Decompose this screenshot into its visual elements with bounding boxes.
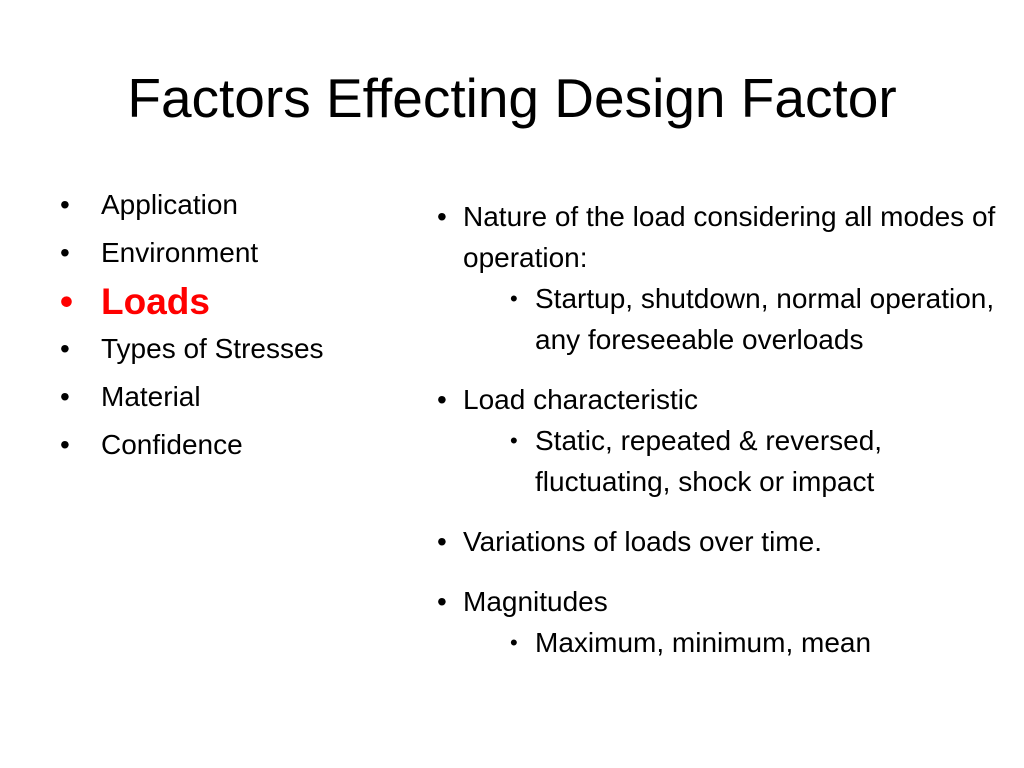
list-item-label: Application <box>101 189 238 220</box>
bullet-icon: • <box>60 189 70 220</box>
list-item-label: Environment <box>101 237 259 268</box>
sub-list-item-label: Static, repeated & reversed, fluctuating, shock or impact <box>535 425 883 497</box>
slide-title: Factors Effecting Design Factor <box>127 67 897 129</box>
list-item-highlighted <box>60 280 390 324</box>
list-item <box>60 236 390 270</box>
bullet-icon: • <box>60 381 70 412</box>
list-item <box>60 380 390 414</box>
list-item-label: Nature of the load considering all modes of operation: <box>463 201 996 273</box>
bullet-icon: • <box>437 384 447 415</box>
bullet-icon: • <box>60 281 73 322</box>
list-item <box>60 332 390 366</box>
list-item <box>437 581 997 663</box>
list-item-label: Confidence <box>101 429 243 460</box>
bullet-icon: • <box>60 333 70 364</box>
list-item <box>437 521 997 562</box>
bullet-icon: • <box>60 237 70 268</box>
list-item <box>60 428 390 462</box>
bullet-icon: • <box>510 286 518 311</box>
sub-list-item <box>510 278 997 360</box>
sub-list-item <box>510 622 997 663</box>
list-item <box>437 379 997 502</box>
sub-bullet-list <box>463 420 997 502</box>
sub-list-item-label: Startup, shutdown, normal operation, any foreseeable overloads <box>535 283 995 355</box>
list-item-label: Load characteristic <box>463 384 699 415</box>
list-item-label: Variations of loads over time. <box>463 526 822 557</box>
sub-bullet-list <box>463 278 997 360</box>
bullet-icon: • <box>437 586 447 617</box>
list-item-label: Types of Stresses <box>101 333 324 364</box>
sub-list-item-label: Maximum, minimum, mean <box>535 627 872 658</box>
bullet-icon: • <box>510 428 518 453</box>
list-item-label: Magnitudes <box>463 586 608 617</box>
bullet-icon: • <box>60 429 70 460</box>
list-item <box>437 196 997 360</box>
right-bullet-list <box>437 196 997 663</box>
sub-list-item <box>510 420 997 502</box>
list-item-label: Loads <box>101 281 210 322</box>
list-item-label: Material <box>101 381 201 412</box>
left-bullet-list <box>60 188 390 462</box>
list-item <box>60 188 390 222</box>
bullet-icon: • <box>437 526 447 557</box>
bullet-icon: • <box>437 201 447 232</box>
bullet-icon: • <box>510 630 518 655</box>
sub-bullet-list <box>463 622 997 663</box>
